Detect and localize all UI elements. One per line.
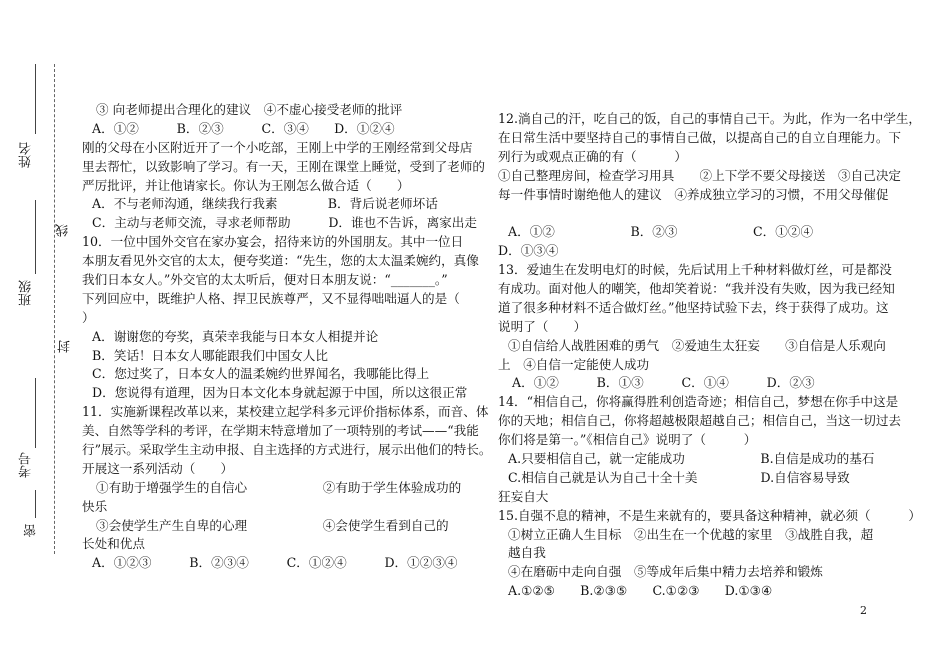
q14-option-cd-cont: 狂妄自大	[498, 488, 549, 504]
q13-text-line: 13．爱迪生在发明电灯的时候，先后试用上千种材料做灯丝，可是都没	[498, 262, 892, 278]
q11-text-line: 开展这一系列活动（ ）	[82, 460, 234, 476]
q10-text-line: 下列回应中，既维护人格、捍卫民族尊严，又不显得咄咄逼人的是（	[82, 290, 460, 306]
q-text-line: 里去帮忙，以致影响了学习。有一天，王刚在课堂上睡觉，受到了老师的	[82, 158, 485, 174]
q13-option-line: ①自信给人战胜困难的勇气 ②爱迪生太狂妄 ③自信是人乐观向	[508, 337, 886, 353]
q13-text-line: 道了很多种材料不适合做灯丝。”他坚持试验下去，终于获得了成功。这	[498, 299, 889, 315]
q10-text-line: 我们日本女人。”外交官的太太听后，便对日本朋友说：“_______。”	[82, 272, 448, 288]
q11-option-line: ③会使学生产生自卑的心理 ④会使学生看到自己的	[96, 517, 449, 533]
spacer	[498, 204, 890, 223]
q14-text-line: 你的天地；相信自己，你将超越极限超越自己；相信自己，当这一切过去	[498, 413, 901, 429]
q-answer-line: A．不与老师沟通，继续我行我素 B．背后说老师坏话	[92, 196, 438, 212]
q11-answer-choices: A．①②③ B．②③④ C．①②④ D．①②③④	[92, 555, 458, 571]
q12-answer-choices: A．①② B．②③ C．①②④	[508, 224, 814, 240]
q14-option-ab: A.只要相信自己，就一定能成功 B.自信是成功的基石	[508, 451, 875, 467]
page-number: 2	[860, 604, 867, 617]
secret-underline	[35, 490, 36, 518]
q14-option-cd: C.相信自己就是认为自己十全十美 D.自信容易导致	[508, 469, 850, 485]
q11-option-line: 快乐	[82, 498, 108, 514]
q14-text-line: 14．“相信自己，你将赢得胜利创造奇迹；相信自己，梦想在你手中这是	[498, 394, 899, 410]
right-question-column	[498, 110, 922, 601]
binding-dashed-line	[54, 64, 55, 554]
q15-text-line: 15.自强不息的精神，不是生来就有的，要具备这种精神，就必须（ ）	[498, 507, 922, 523]
q9-answer-choices: A．①② B．②③ C．③④ D．①②④	[92, 120, 395, 136]
line-label: 线	[56, 224, 71, 237]
class-underline	[35, 200, 36, 274]
q10-option-b: B．笑话！日本女人哪能跟我们中国女人比	[92, 347, 328, 363]
q10-option-d: D．您说得有道理，因为日本文化本身就起源于中国，所以这很正常	[92, 385, 468, 401]
q11-option-line: ①有助于增强学生的自信心 ②有助于学生体验成功的	[96, 479, 462, 495]
q15-option-line: 越自我	[508, 545, 546, 561]
q12-option-line: ①自己整理房间，检查学习用具 ②上下学不要父母接送 ③自己决定	[498, 167, 901, 183]
q12-text-line: 在日常生活中要坚持自己的事情自己做，以提高自己的自立自理能力。下	[498, 129, 901, 145]
q15-option-line: ④在磨砺中走向自强 ⑤等成年后集中精力去培养和锻炼	[508, 564, 823, 580]
q9-option-line: ③ 向老师提出合理化的建议 ④不虚心接受老师的批评	[96, 102, 403, 117]
q12-text-line: 12.淌自己的汗，吃自己的饭，自己的事情自己干。为此，作为一名中学生，	[498, 111, 922, 126]
q-answer-line: C．主动与老师交流，寻求老师帮助 D．谁也不告诉，离家出走	[92, 215, 477, 231]
q12-answer-choices: D．①③④	[498, 243, 559, 259]
left-question-column	[82, 101, 492, 573]
q11-text-line: 11．实施新课程改革以来，某校建立起学科多元评价指标体系，而音、体	[82, 404, 489, 420]
q10-option-c: C．您过奖了，日本女人的温柔婉约世界闻名，我哪能比得上	[92, 366, 430, 382]
q11-option-line: 长处和优点	[82, 536, 145, 552]
q12-option-line: 每一件事情时谢绝他人的建议 ④养成独立学习的习惯，不用父母催促	[498, 186, 889, 202]
q10-option-a: A．谢谢您的夸奖，真荣幸我能与日本女人相提并论	[92, 328, 379, 344]
q12-text-line: 列行为或观点正确的有（ ）	[498, 148, 687, 164]
q14-text-line: 你们将是第一。”《相信自己》说明了（ ）	[498, 432, 757, 448]
exam-no-underline	[35, 378, 36, 448]
q13-answer-choices: A．①② B．①③ C．①④ D．②③	[512, 375, 815, 391]
exam-no-label: 考号	[19, 452, 34, 478]
name-label: 姓名	[19, 142, 34, 168]
q13-text-line: 说明了（ ）	[498, 318, 587, 334]
name-underline	[35, 64, 36, 134]
q-text-line: 严厉批评，并让他请家长。你认为王刚怎么做合适（ ）	[82, 177, 410, 193]
q10-text-line: ）	[82, 309, 95, 325]
q11-text-line: 行”展示。采取学生主动申报、自主选择的方式进行，展示出他们的特长。	[82, 442, 492, 458]
class-label: 班级	[19, 280, 34, 306]
q-text-line: 刚的父母在小区附近开了一个小吃部，王刚上中学的王刚经常到父母店	[82, 139, 473, 155]
seal-label: 封	[58, 340, 73, 353]
secret-label: 密	[24, 524, 39, 537]
q15-option-line: ①树立正确人生目标 ②出生在一个优越的家里 ③战胜自我，超	[508, 526, 874, 542]
q13-option-line: 上 ④自信一定能使人成功	[498, 356, 650, 372]
q11-text-line: 美、自然等学科的考评，在学期末特意增加了一项特别的考试——“我能	[82, 423, 479, 439]
q10-text-line: 本朋友看见外交官的太太，便夸奖道：“先生，您的太太温柔婉约，真像	[82, 253, 479, 269]
q15-answer-choices: A.①②⑤ B.②③⑤ C.①②③ D.①③④	[508, 583, 773, 599]
q10-text-line: 10．一位中国外交官在家办宴会，招待来访的外国朋友。其中一位日	[82, 234, 464, 250]
q13-text-line: 有成功。面对他人的嘲笑，他却笑着说：“我并没有失败，因为我已经知	[498, 281, 895, 297]
